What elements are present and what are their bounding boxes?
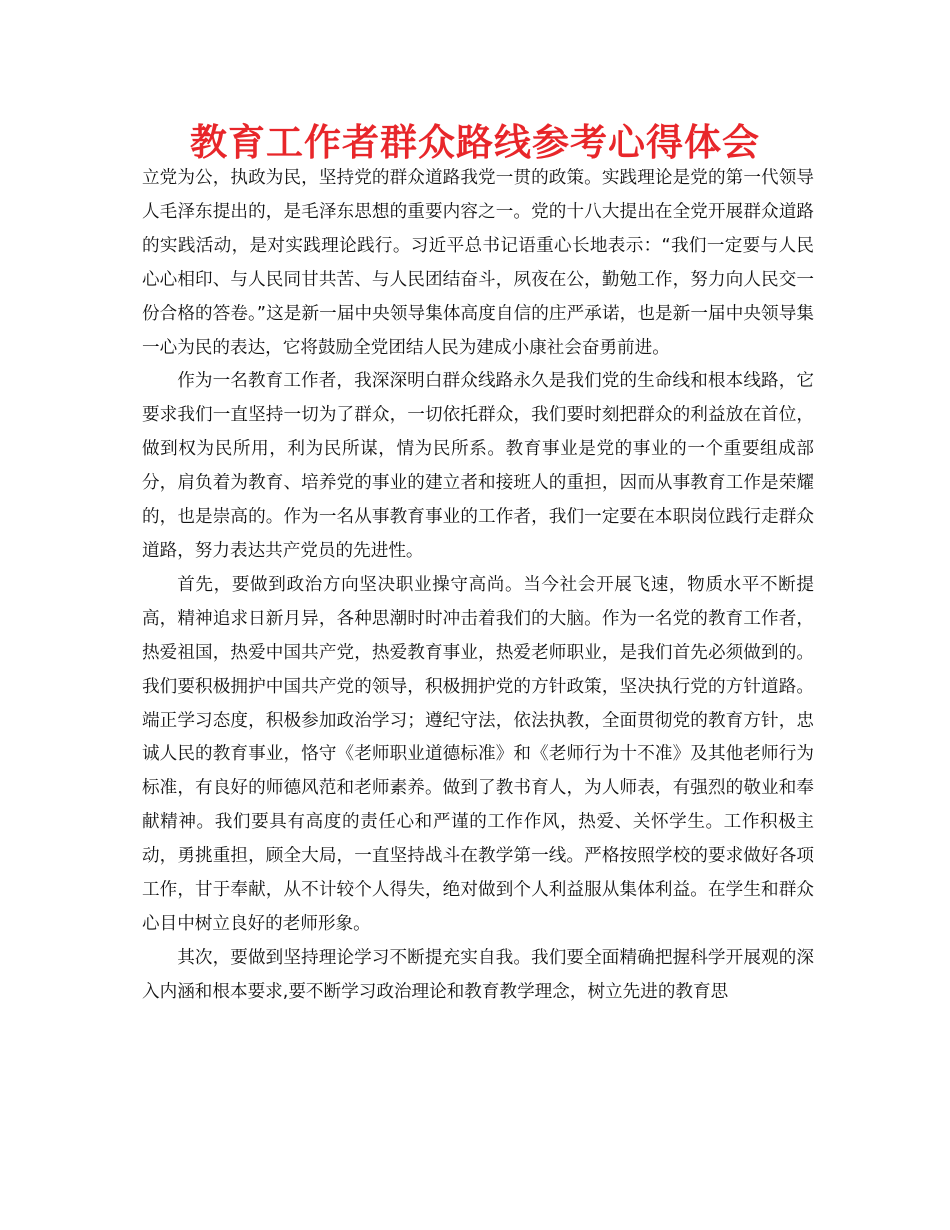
document-title: 教育工作者群众路线参考心得体会 [190, 121, 760, 164]
paragraph-second: 其次，要做到坚持理论学习不断提充实自我。我们要全面精确把握科学开展观的深入内涵和根本要求,要不断学习政治理论和教育教学理念，树立先进的教育思 [142, 947, 814, 1002]
paragraph-first: 首先，要做到政治方向坚决职业操守高尚。当今社会开展飞速，物质水平不断提高，精神追求日新月异，各种思潮时时冲击着我们的大脑。作为一名党的教育工作者，热爱祖国，热爱中国共产党，热爱教育事业，热爱老师职业，是我们首先必须做到的。我们要积极拥护中国共产党的领导，积极拥护党的方针政策，坚决执行党的方针道路。端正学习态度，积极参加政治学习；遵纪守法，依法执教，全面贯彻党的教育方针，忠诚人民的教育事业，恪守《老师职业道德标准》和《老师行为十不准》及其他老师行为标准，有良好的师德风范和老师素养。做到了教书育人，为人师表，有强烈的敬业和奉献精神。我们要具有高度的责任心和严谨的工作作风，热爱、关怀学生。工作积极主动，勇挑重担，顾全大局，一直坚持战斗在教学第一线。严格按照学校的要求做好各项工作，甘于奉献，从不计较个人得失，绝对做到个人利益服从集体利益。在学生和群众心目中树立良好的老师形象。 [142, 574, 814, 934]
document-body [142, 162, 814, 1010]
paragraph-intro: 立党为公，执政为民，坚持党的群众道路我党一贯的政策。实践理论是党的第一代领导人毛泽东提出的，是毛泽东思想的重要内容之一。党的十八大提出在全党开展群众道路的实践活动，是对实践理论践行。习近平总书记语重心长地表示：“我们一定要与人民心心相印、与人民同甘共苦、与人民团结奋斗，夙夜在公，勤勉工作，努力向人民交一份合格的答卷。”这是新一届中央领导集体高度自信的庄严承诺，也是新一届中央领导集一心为民的表达，它将鼓励全党团结人民为建成小康社会奋勇前进。 [142, 168, 814, 358]
paragraph-educator: 作为一名教育工作者，我深深明白群众线路永久是我们党的生命线和根本线路，它要求我们一直坚持一切为了群众，一切依托群众，我们要时刻把群众的利益放在首位，做到权为民所用，利为民所谋，情为民所系。教育事业是党的事业的一个重要组成部分，肩负着为教育、培养党的事业的建立者和接班人的重担，因而从事教育工作是荣耀的，也是崇高的。作为一名从事教育事业的工作者，我们一定要在本职岗位践行走群众道路，努力表达共产党员的先进性。 [142, 371, 814, 561]
